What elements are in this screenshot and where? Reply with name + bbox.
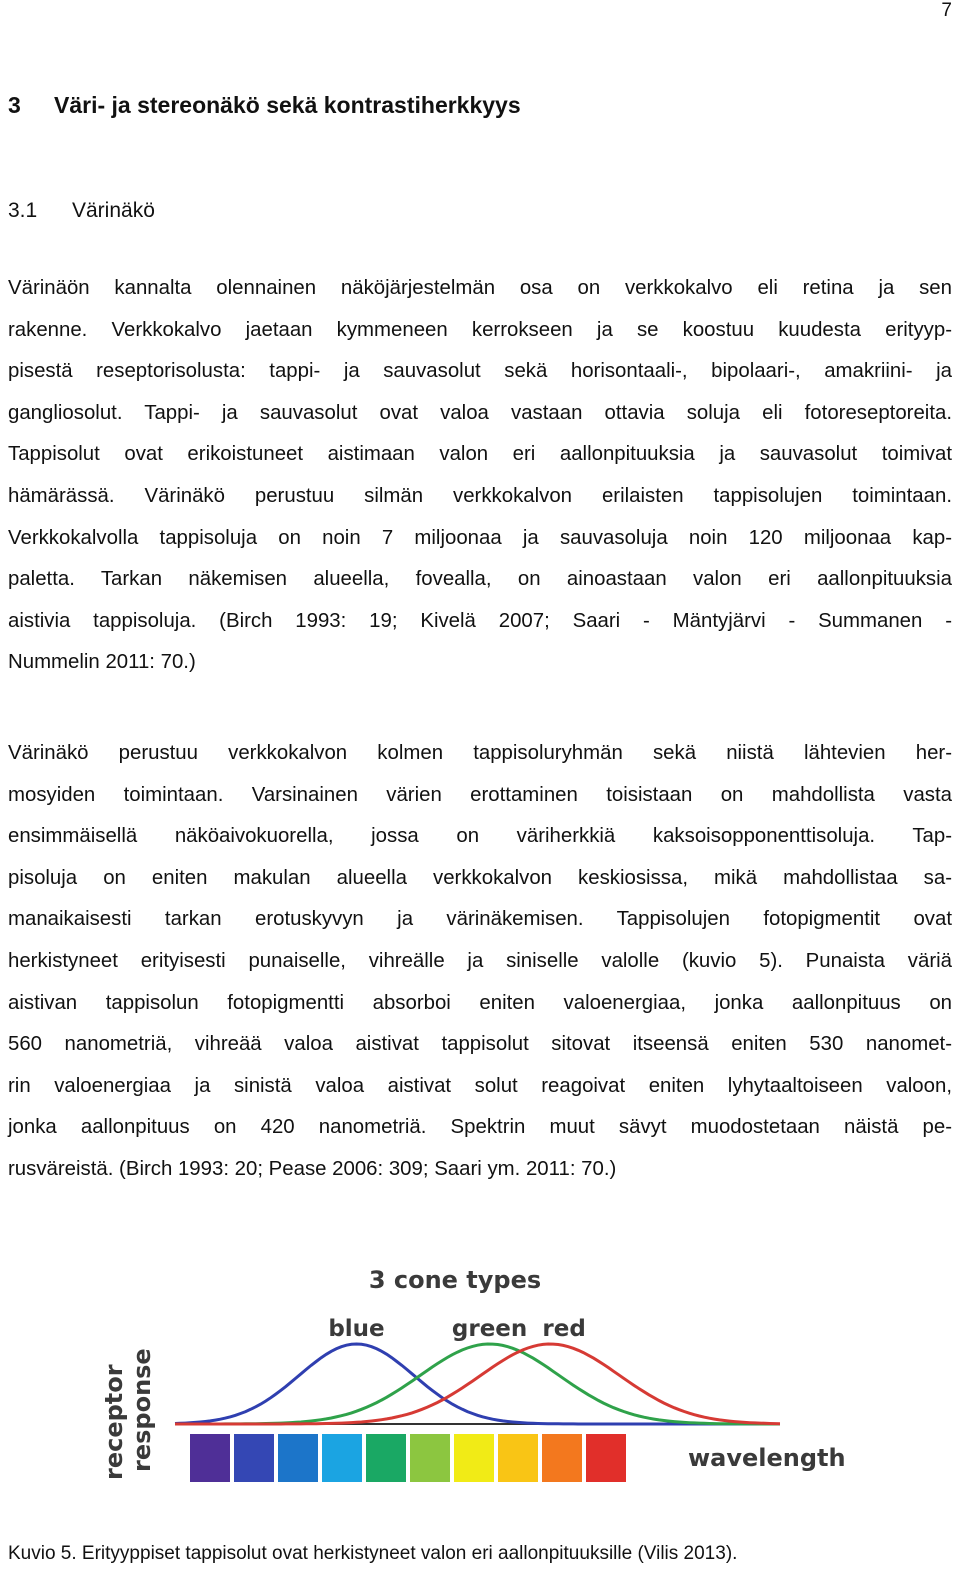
paragraph-line: pisoluja on eniten makulan alueella verkkokalvon keskiosissa, mikä mahdollistaa sa- [8, 866, 952, 889]
paragraph-line: Värinäön kannalta olennainen näköjärjestelmän osa on verkkokalvo eli retina ja sen [8, 277, 952, 299]
paragraph-line: pisestä reseptorisolusta: tappi- ja sauvasolut sekä horisontaali-, bipolaari-, amakriini- ja [8, 360, 952, 383]
curve-red [175, 1344, 780, 1424]
paragraph-line: Tappisolut ovat erikoistuneet aistimaan valon eri aallonpituuksia ja sauvasolut toimivat [8, 443, 952, 466]
paragraph-line: hämärässä. Värinäkö perustuu silmän verkkokalvon erilaisten tappisolujen toimintaan. [8, 484, 952, 507]
paragraph-line: rin valoenergiaa ja sinistä valoa aistivat solut reagoivat eniten lyhytaaltoiseen valoon, [8, 1074, 952, 1097]
cone-types-figure [80, 1250, 880, 1510]
paragraph-line: ensimmäisellä näköaivokuorella, jossa on väriherkkiä kaksoisopponenttisoluja. Tap- [8, 825, 952, 848]
paragraph-line: aistivan tappisolun fotopigmentti absorboi eniten valoenergiaa, jonka aallonpituus on [8, 991, 952, 1014]
paragraph-line: jonka aallonpituus on 420 nanometriä. Spektrin muut sävyt muodostetaan näistä pe- [8, 1116, 952, 1139]
spectrum-swatch [366, 1434, 406, 1482]
section-heading [8, 92, 521, 119]
section-title: Väri- ja stereonäkö sekä kontrastiherkkyys [54, 92, 521, 118]
figure-title: 3 cone types [368, 1266, 542, 1294]
figure-caption: Kuvio 5. Erityyppiset tappisolut ovat herkistyneet valon eri aallonpituuksille (Vilis 2013). [8, 1543, 738, 1564]
paragraph-line: paletta. Tarkan näkemisen alueella, fovealla, on ainoastaan valon eri aallonpituuksia [8, 568, 952, 591]
paragraph-line: rusväreistä. (Birch 1993: 20; Pease 2006: 309; Saari ym. 2011: 70.) [8, 1157, 617, 1180]
paragraph-line: rakenne. Verkkokalvo jaetaan kymmeneen kerrokseen ja se koostuu kuudesta erityyp- [8, 318, 952, 341]
spectrum-swatch [498, 1434, 538, 1482]
spectrum-swatch [234, 1434, 274, 1482]
y-axis-label-line1: receptor [100, 1364, 128, 1480]
spectrum-bar [190, 1434, 626, 1482]
spectrum-swatch [542, 1434, 582, 1482]
paragraph-line: Verkkokalvolla tappisoluja on noin 7 miljoonaa ja sauvasoluja noin 120 miljoonaa kap- [8, 526, 952, 549]
x-axis-label: wavelength [688, 1444, 846, 1472]
subsection-number: 3.1 [8, 199, 38, 222]
spectrum-swatch [410, 1434, 450, 1482]
paragraph-line: mosyiden toimintaan. Varsinainen värien erottaminen toisistaan on mahdollista vasta [8, 783, 952, 806]
subsection-title: Värinäkö [72, 199, 155, 222]
curve-label-blue: blue [328, 1316, 385, 1342]
paragraph-line: manaikaisesti tarkan erotuskyvyn ja värinäkemisen. Tappisolujen fotopigmentit ovat [8, 908, 952, 931]
page-number: 7 [941, 0, 952, 21]
spectrum-swatch [454, 1434, 494, 1482]
subsection-heading [8, 199, 155, 223]
spectrum-swatch [278, 1434, 318, 1482]
paragraph-line: aistivia tappisoluja. (Birch 1993: 19; Kivelä 2007; Saari - Mäntyjärvi - Summanen - [8, 609, 952, 632]
spectrum-swatch [190, 1434, 230, 1482]
paragraph-line: herkistyneet erityisesti punaiselle, vihreälle ja siniselle valolle (kuvio 5). Punaista väriä [8, 949, 952, 972]
curve-label-green: green [451, 1316, 528, 1342]
paragraph-line: Värinäkö perustuu verkkokalvon kolmen tappisoluryhmän sekä niistä lähtevien her- [8, 742, 952, 764]
paragraph-line: gangliosolut. Tappi- ja sauvasolut ovat valoa vastaan ottavia soluja eli fotoreseptoreita. [8, 401, 952, 424]
paragraph-line: 560 nanometriä, vihreää valoa aistivat tappisolut sitovat itseensä eniten 530 nanomet- [8, 1033, 952, 1056]
paragraph-2 [8, 733, 952, 1191]
paragraph-1 [8, 268, 952, 684]
spectrum-swatch [322, 1434, 362, 1482]
curve-label-red: red [542, 1316, 586, 1342]
y-axis-label-line2: response [128, 1348, 156, 1472]
paragraph-line: Nummelin 2011: 70.) [8, 651, 196, 674]
spectrum-swatch [586, 1434, 626, 1482]
section-number: 3 [8, 92, 21, 118]
